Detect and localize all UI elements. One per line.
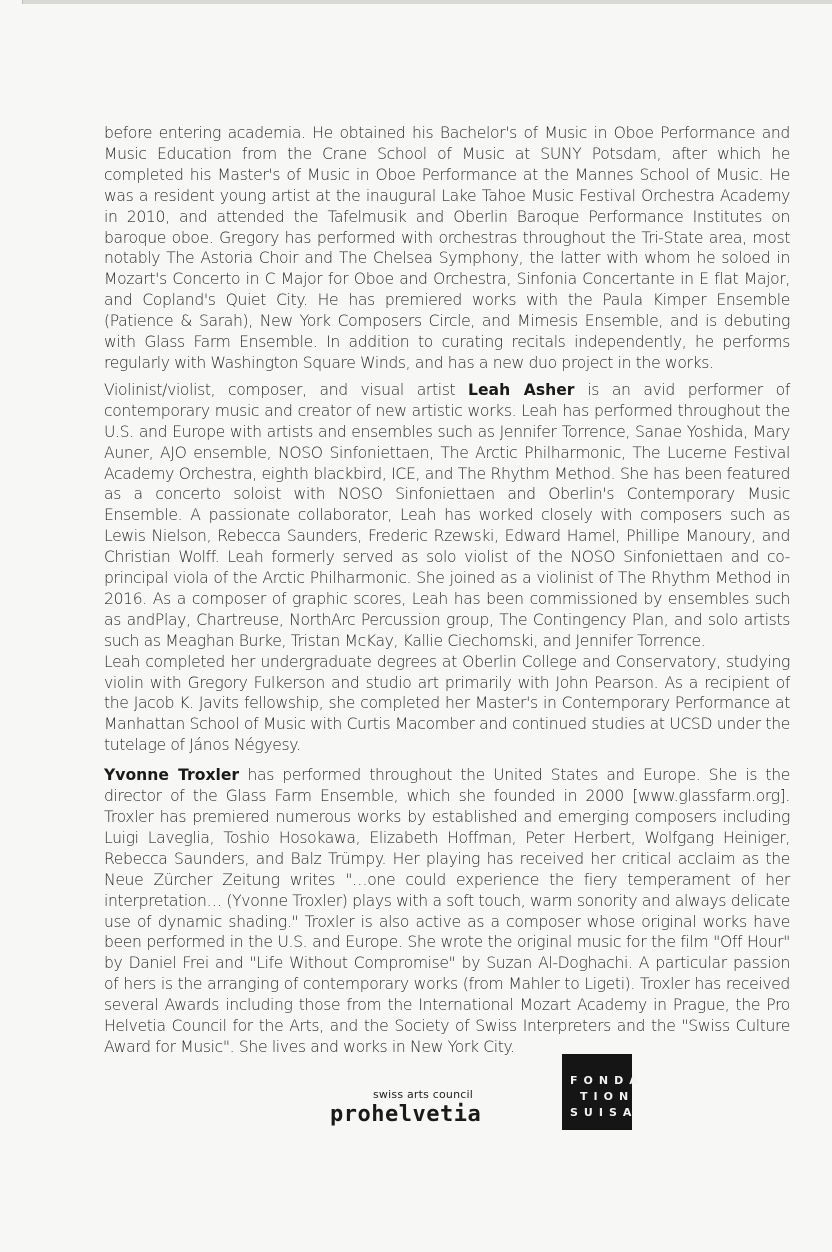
- bio-leah-education: [104, 652, 790, 757]
- sponsor-logos: [330, 1054, 750, 1134]
- bio-yvonne-text: has performed throughout the United States and Europe. She is the director of the Glass Farm Ensemble, which she founded in 2000 [www.glassfarm.org]. Troxler has premiered numerous works by established and emerging composers including Luigi Laveglia, Toshio Hosokawa, Elizabeth Hoffman, Peter Herbert, Wolfgang Heiniger, Rebecca Saunders, and Balz Trümpy. Her playing has received her critical acclaim as the Neue Zürcher Zeitung writes "…one could experience the fiery temperament of her interpretation… (Yvonne Troxler) plays with a soft touch, warm sonority and always delicate use of dynamic shading." Troxler is also active as a composer whose original works have been performed in the U.S. and Europe. She wrote the original music for the film "Off Hour" by Daniel Frei and "Life Without Compromise" by Suzan Al-Doghachi. A particular passion of hers is the arranging of contemporary works (from Mahler to Ligeti). Troxler has received several Awards including those from the International Mozart Academy in Prague, the Pro Helvetia Council for the Arts, and the Society of Swiss Interpreters and the "Swiss Culture Award for Music". She lives and works in New York City.: [104, 766, 790, 1056]
- bios-text: [104, 123, 790, 1058]
- bio-leah-intro: Violinist/violist, composer, and visual artist: [104, 380, 469, 399]
- bio-gregory-text: before entering academia. He obtained his Bachelor's of Music in Oboe Performance and Music Education from the Crane School of Music at SUNY Potsdam, after which he completed his Master's of Music in Oboe Performance at the Mannes School of Music. He was a resident young artist at the inaugural Lake Tahoe Music Festival Orchestra Academy in 2010, and attended the Tafelmusik and Oberlin Baroque Performance Institutes on baroque oboe. Gregory has performed with orchestras throughout the Tri-State area, most notably The Astoria Choir and The Chelsea Symphony, the latter with whom he soloed in Mozart's Concerto in C Major for Oboe and Orchestra, Sinfonia Concertante in E flat Major, and Copland's Quiet City. He has premiered works with the Paula Kimper Ensemble (Patience & Sarah), New York Composers Circle, and Mimesis Ensemble, and is debuting with Glass Farm Ensemble. In addition to curating recitals independently, he performs regularly with Washington Square Winds, and has a new duo project in the works.: [104, 124, 790, 372]
- fondation-line-2: TION: [580, 1090, 635, 1103]
- fondation-line-1: FONDA: [570, 1074, 644, 1087]
- bio-yvonne: [104, 765, 790, 1058]
- bio-leah-text2: Leah completed her undergraduate degrees at Oberlin College and Conservatory, studying violin with Gregory Fulkerson and studio art primarily with John Pearson. As a recipient of the Jacob K. Javits fellowship, she completed her Master's in Contemporary Performance at Manhattan School of Music with Curtis Macomber and continued studies at UCSD under the tutelage of János Négyesy.: [104, 652, 790, 755]
- page-top-edge: [22, 0, 832, 4]
- bio-leah-name: Leah Asher: [468, 380, 575, 399]
- bio-leah: [104, 380, 790, 652]
- fondation-suisa-logo: [562, 1054, 644, 1130]
- bio-gregory: [104, 123, 790, 374]
- prohelvetia-subtitle: swiss arts council: [373, 1088, 474, 1101]
- bio-yvonne-name: Yvonne Troxler: [104, 766, 240, 785]
- bio-leah-text: is an avid performer of contemporary music and creator of new artistic works. Leah has performed throughout the U.S. and Europe with artists and ensembles such as Jennifer Torrence, Sanae Yoshida, Mary Auner, AJO ensemble, NOSO Sinfoniettaen, The Arctic Philharmonic, The Lucerne Festival Academy Orchestra, eighth blackbird, ICE, and The Rhythm Method. She has been featured as a concerto soloist with NOSO Sinfoniettaen and Oberlin's Contemporary Music Ensemble. A passionate collaborator, Leah has worked closely with composers such as Lewis Nielson, Rebecca Saunders, Frederic Rzewski, Edward Hamel, Phillipe Manoury, and Christian Wolff. Leah formerly served as solo violist of the NOSO Sinfoniettaen and co-principal viola of the Arctic Philharmonic. She joined as a violinist of The Rhythm Method in 2016. As a composer of graphic scores, Leah has been commissioned by ensembles such as andPlay, Chartreuse, NorthArc Percussion group, The Contingency Plan, and solo artists such as Meaghan Burke, Tristan McKay, Kallie Ciechomski, and Jennifer Torrence.: [104, 380, 790, 650]
- prohelvetia-wordmark: prohelvetia: [330, 1102, 482, 1127]
- fondation-line-3: SUISA: [570, 1106, 638, 1119]
